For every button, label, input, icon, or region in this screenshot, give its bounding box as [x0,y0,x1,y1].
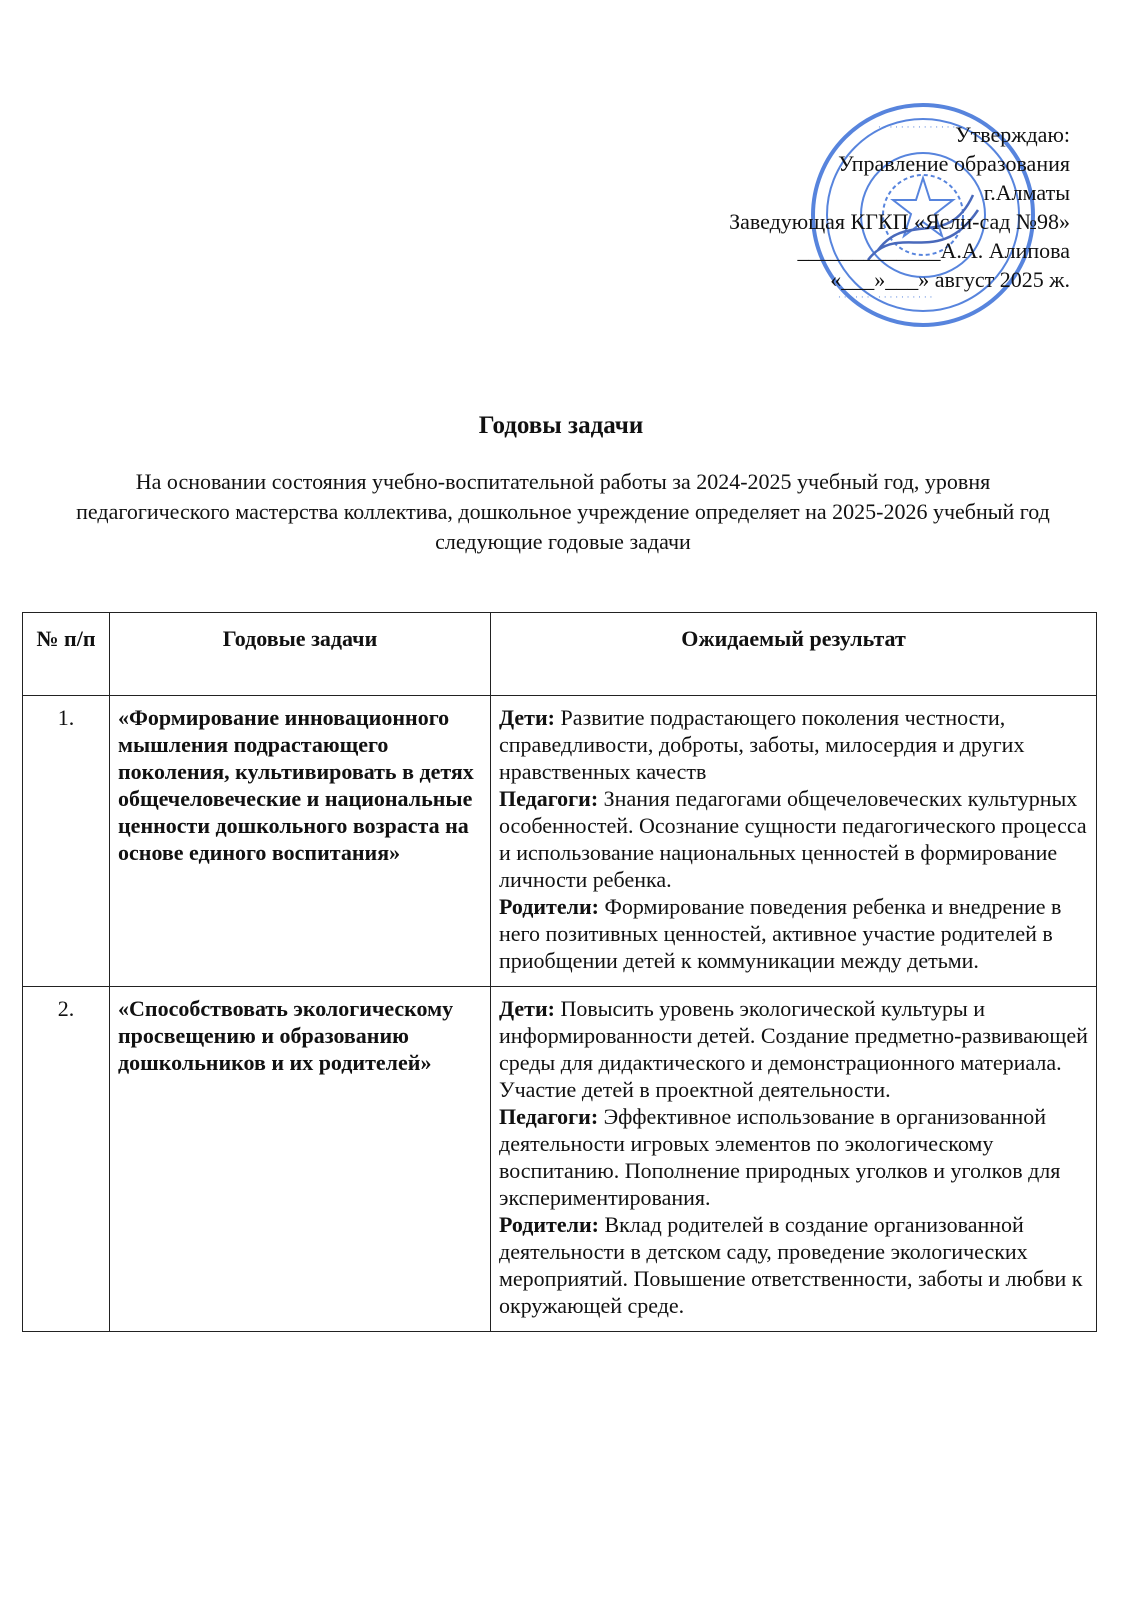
svg-text:· · · · · · · · · · · · · · ·: · · · · · · · · · · · · · · · · · [838,293,933,303]
header-number: № п/п [23,613,110,696]
teachers-text: Знания педагогами общечеловеческих культурных особенностей. Осознание сущности педагогического процесса и использование национальных ценностей в формирование личности ребенка. [499,786,1087,892]
approval-line: Управление образования [838,151,1070,176]
teachers-label: Педагоги: [499,786,599,811]
row-number: 1. [23,696,110,987]
children-label: Дети: [499,705,555,730]
approval-line: _____________А.А. Алипова [797,238,1070,263]
approval-line: г.Алматы [983,180,1070,205]
children-text: Развитие подрастающего поколения честности, справедливости, доброты, заботы, милосердия и других нравственных качеств [499,705,1025,784]
table-row [23,696,1097,987]
result-cell [491,987,1097,1332]
children-result [499,995,1088,1103]
header-result: Ожидаемый результат [491,613,1097,696]
teachers-text: Эффективное использование в организованной деятельности игровых элементов по экологическому воспитанию. Пополнение природных уголков и уголков для экспериментирования. [499,1104,1061,1210]
row-number: 2. [23,987,110,1332]
parents-label: Родители: [499,894,599,919]
task-text: «Формирование инновационного мышления подрастающего поколения, культивировать в детях общечеловеческие и национальные ценности дошкольного возраста на основе единого воспитания» [110,696,491,987]
document-title: Годовы задачи [478,412,644,439]
parents-result [499,893,1088,974]
parents-text: Формирование поведения ребенка и внедрение в него позитивных ценностей, активное участие родителей в приобщении детей к коммуникации между детьми. [499,894,1062,973]
parents-text: Вклад родителей в создание организованной деятельности в детском саду, проведение экологических мероприятий. Повышение ответственности, заботы и любви к окружающей среде. [499,1212,1083,1318]
table-row [23,987,1097,1332]
result-cell [491,696,1097,987]
parents-label: Родители: [499,1212,599,1237]
children-label: Дети: [499,996,555,1021]
children-text: Повысить уровень экологической культуры и информированности детей. Создание предметно-развивающей среды для дидактического и демонстрационного материала. Участие детей в проектной деятельности. [499,996,1088,1102]
task-text: «Способствовать экологическому просвещению и образованию дошкольников и их родителей» [110,987,491,1332]
parents-result [499,1211,1088,1319]
header-tasks: Годовые задачи [110,613,491,696]
teachers-result [499,785,1088,893]
teachers-label: Педагоги: [499,1104,599,1129]
tasks-table [22,612,1097,1332]
intro-paragraph: На основании состояния учебно-воспитательной работы за 2024-2025 учебный год, уровня педагогического мастерства коллектива, дошкольное учреждение определяет на 2025-2026 учебный год следующие годовые задачи [76,469,1050,554]
approval-line: Утверждаю: [955,122,1070,147]
svg-text:· · · · · · · · · · · · · · ·: · · · · · · · · · · · · · · · [878,123,961,133]
approval-line: «___»___» август 2025 ж. [830,267,1070,292]
children-result [499,704,1088,785]
approval-line: Заведующая КГКП «Ясли-сад №98» [729,209,1070,234]
approval-block [610,120,1070,294]
table-header-row [23,613,1097,696]
teachers-result [499,1103,1088,1211]
